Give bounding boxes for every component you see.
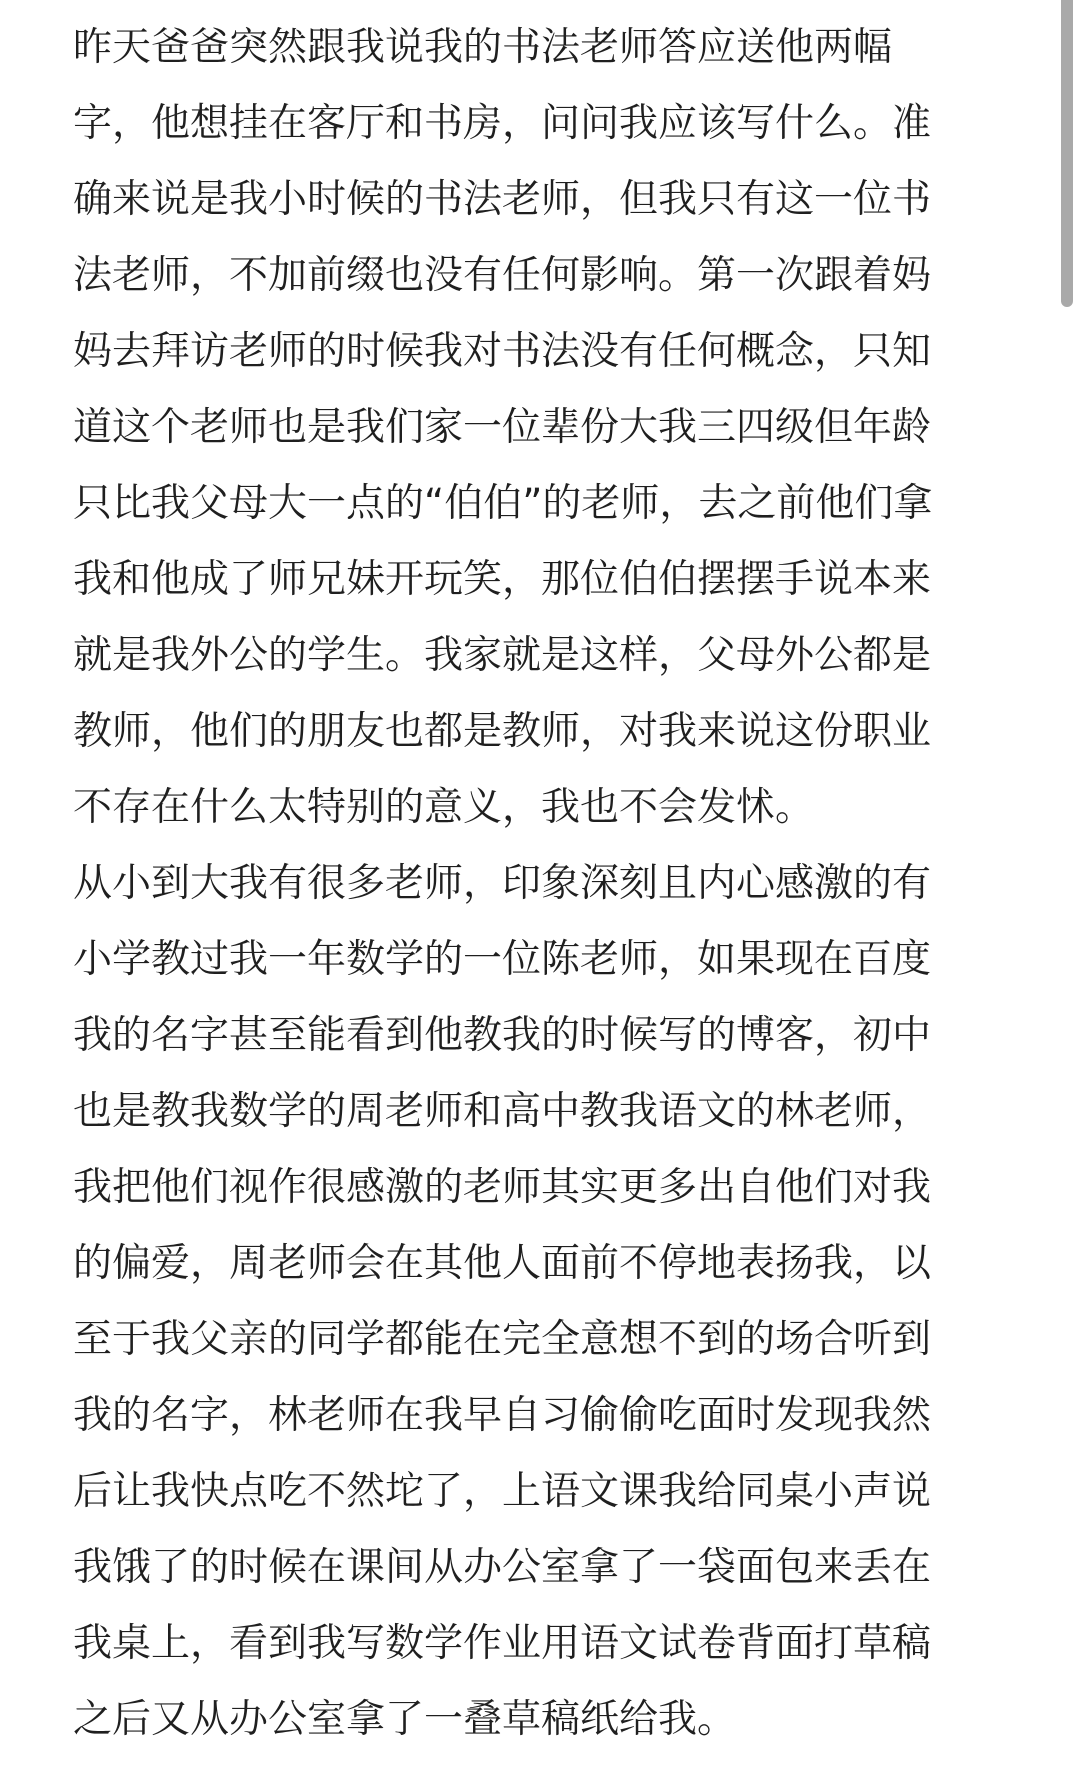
text-line: 小学教过我一年数学的一位陈老师，如果现在百度 [73,937,932,982]
text-line: 后让我快点吃不然坨了，上语文课我给同桌小声说 [73,1469,932,1514]
article-body [73,20,978,1768]
text-line: 我和他成了师兄妹开玩笑，那位伯伯摆摆手说本来 [73,557,932,602]
text-line: 至于我父亲的同学都能在完全意想不到的场合听到 [73,1317,932,1362]
vertical-scrollbar[interactable] [1053,0,1079,1772]
text-line: 教师，他们的朋友也都是教师，对我来说这份职业 [73,709,932,754]
scrollbar-thumb[interactable] [1061,0,1073,307]
text-line: 昨天爸爸突然跟我说我的书法老师答应送他两幅 [73,25,893,70]
text-line: 我饿了的时候在课间从办公室拿了一袋面包来丢在 [73,1545,932,1590]
text-line: 确来说是我小时候的书法老师，但我只有这一位书 [73,177,932,222]
text-line: 我的名字甚至能看到他教我的时候写的博客，初中 [73,1013,932,1058]
text-line: 妈去拜访老师的时候我对书法没有任何概念，只知 [73,329,932,374]
text-line: 就是我外公的学生。我家就是这样，父母外公都是 [73,633,932,678]
text-line: 从小到大我有很多老师，印象深刻且内心感激的有 [73,861,932,906]
text-line: 我的名字，林老师在我早自习偷偷吃面时发现我然 [73,1393,932,1438]
text-line: 不存在什么太特别的意义，我也不会发怵。 [73,785,815,830]
text-line: 的偏爱，周老师会在其他人面前不停地表扬我，以 [73,1241,932,1286]
text-line: 也是教我数学的周老师和高中教我语文的林老师， [73,1089,932,1134]
text-line: 法老师，不加前缀也没有任何影响。第一次跟着妈 [73,253,932,298]
paragraph-2 [73,856,978,1768]
text-line: 字，他想挂在客厅和书房，问问我应该写什么。准 [73,101,932,146]
text-line: 我把他们视作很感激的老师其实更多出自他们对我 [73,1165,932,1210]
text-line: 之后又从办公室拿了一叠草稿纸给我。 [73,1697,737,1742]
text-line: 我桌上，看到我写数学作业用语文试卷背面打草稿 [73,1621,932,1666]
text-line: 道这个老师也是我们家一位辈份大我三四级但年龄 [73,405,932,450]
paragraph-1 [73,20,978,856]
text-line: 只比我父母大一点的“伯伯”的老师，去之前他们拿 [73,481,933,526]
